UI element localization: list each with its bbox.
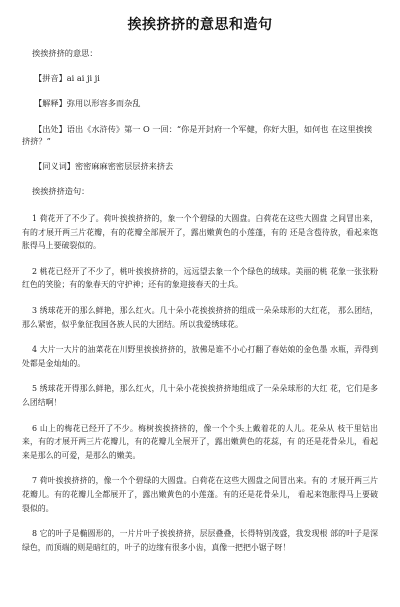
example-sentence-3: 3 绣球花开的那么鲜艳，那么红火。几十朵小花挨挨挤挤的组成一朵朵球形的大红花， 那么团结，那么紧密，似乎象征我国各族人民的大团结。所以我爱绣球花。: [22, 305, 378, 329]
meaning-heading: 挨挨挤挤的意思：: [32, 48, 98, 58]
example-sentence-7: 7 荷叶挨挨挤挤的，像一个个碧绿的大圆盘。白荷花在这些大圆盘之间冒出来。有的 才展开两三片花瓣儿。有的花瓣儿全都展开了，露出嫩黄色的小莲蓬。有的还是花骨朵儿， 看起来饱胀得马上要破裂似的。: [22, 476, 378, 513]
source-field: 【出处】语出《水浒传》第一 O 一回：“你是开封府一个军健，你好大胆，如何也 在这里挨挨挤挤？”: [22, 124, 373, 146]
example-sentence-4: 4 大片一大片的油菜花在川野里挨挨挤挤的，放佛是谁不小心打翻了春姑娘的金色墨 水瓶，弄得到处都是金灿灿的。: [22, 345, 378, 368]
example-sentence-1: 1 荷花开了不少了。荷叶挨挨挤挤的，象一个个碧绿的大圆盘。白荷花在这些大圆盘 之间冒出来，有的才展开两三片花瓣，有的花瓣全部展开了，露出嫩黄色的小莲蓬，有的 还是含苞待放，看起来饱胀得马上要破裂似的。: [22, 214, 378, 251]
example-sentence-2: 2 桃花已经开了不少了，桃叶挨挨挤挤的，远远望去象一个个绿色的绒球。美丽的桃 花象一张张粉红色的笑脸；有的象春天的守护神；还有的象迎接春天的士兵。: [22, 266, 378, 290]
example-sentence-6: 6 山上的梅花已经开了不少。梅树挨挨挤挤的，像一个个头上戴着花的人儿。花朵从 枝干里钻出来，有的才展开两三片花瓣儿，有的花瓣儿全展开了，露出嫩黄色的花蕊，有 的还是花骨朵儿，看起来是那么的可爱，是那么的嫩美。: [22, 423, 378, 460]
synonym-field: 【同义词】密密麻麻密密层层挤来挤去: [34, 161, 174, 171]
example-sentence-5: 5 绣球花开得那么鲜艳，那么红火，几十朵小花挨挨挤挤地组成了一朵朵球形的大红 花，它们是多么团结啊！: [22, 384, 378, 407]
pinyin-field: 【拼音】ai ai ji ji: [34, 73, 100, 83]
example-sentence-8: 8 它的叶子是椭圆形的，一片片叶子挨挨挤挤，层层叠叠，长得特别茂盛，我发现根 部的叶子是深绿色，而顶端的则是暗红的，叶子的边缘有很多小齿，真像一把把小锯子呀！: [22, 529, 378, 552]
explanation-field: 【解释】弥用以形容多而杂乱: [34, 98, 141, 108]
sentences-heading: 挨挨挤挤造句：: [32, 186, 90, 196]
page-title: 挨挨挤挤的意思和造句: [127, 17, 273, 33]
